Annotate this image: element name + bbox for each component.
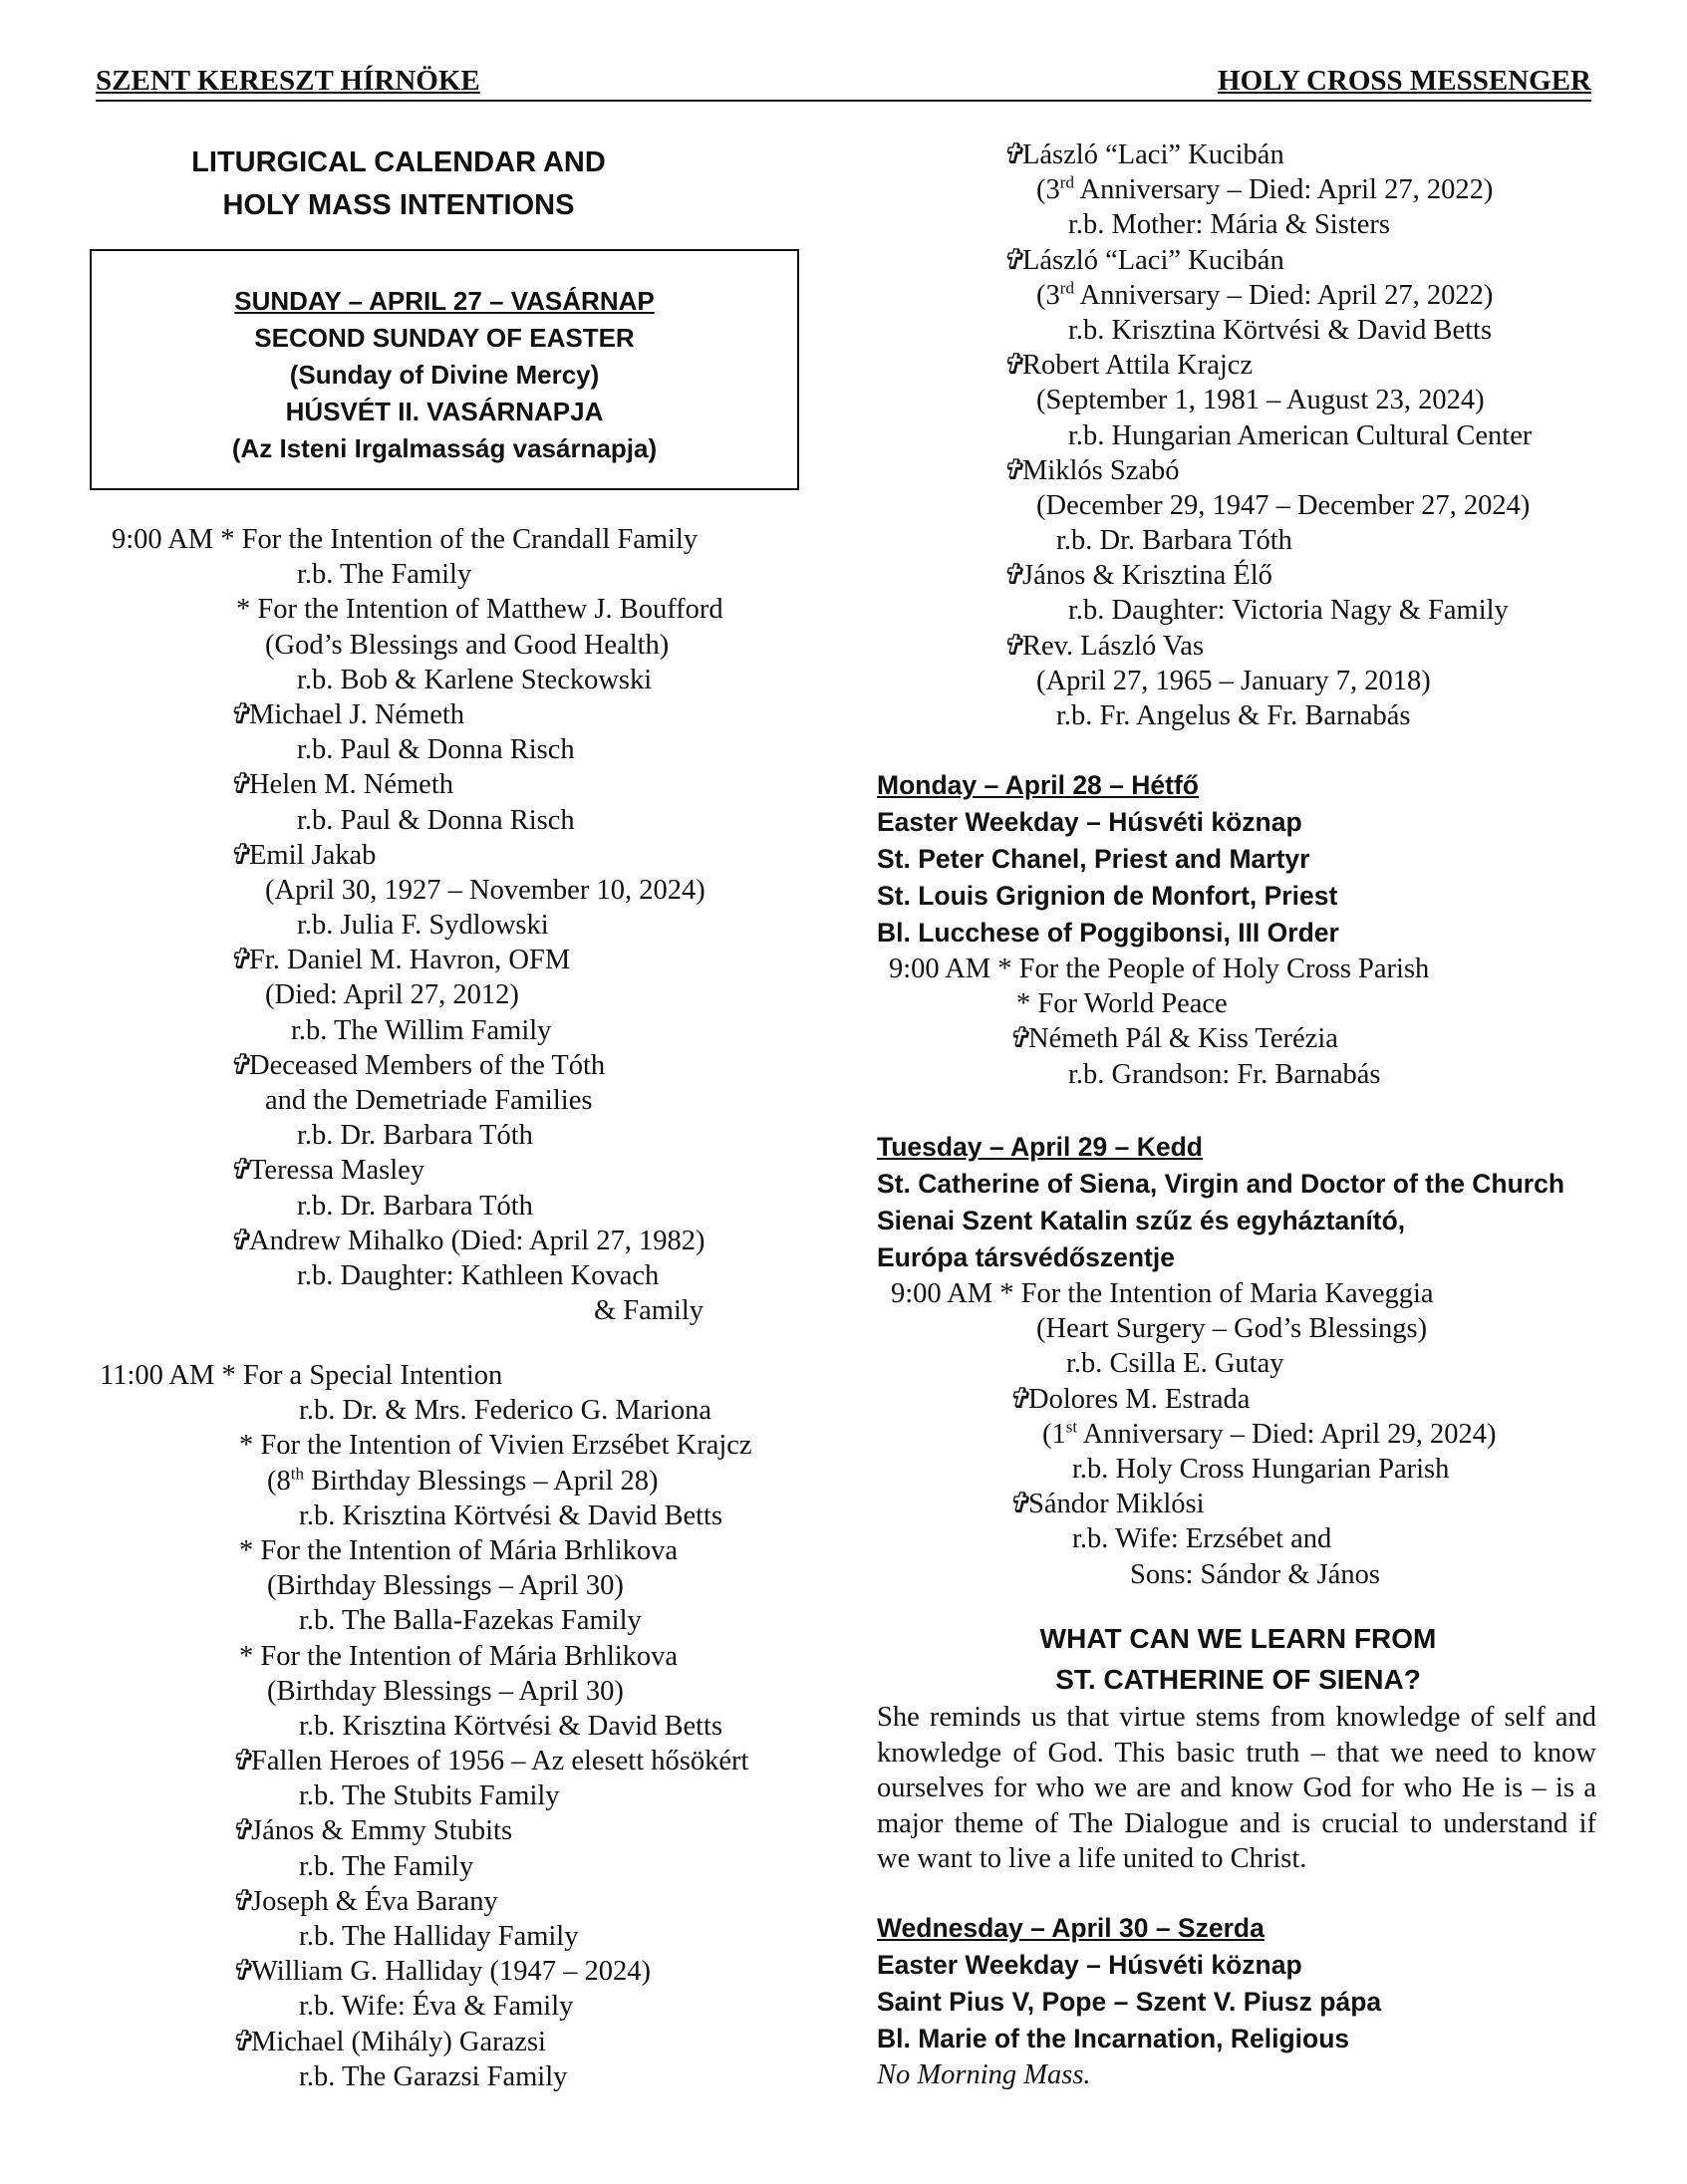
intention-line: and the Demetriade Families bbox=[265, 1085, 593, 1116]
intention-line: r.b. Krisztina Körtvési & David Betts bbox=[1068, 314, 1493, 346]
intention-line: 11:00 AM * For a Special Intention bbox=[100, 1360, 503, 1391]
intention-line: r.b. Csilla E. Gutay bbox=[1066, 1348, 1284, 1380]
page-title bbox=[90, 141, 707, 227]
intention-line: * For the Intention of Vivien Erzsébet Krajcz bbox=[239, 1430, 752, 1462]
intention-line: r.b. The Halliday Family bbox=[299, 1921, 579, 1952]
feast-line: St. Louis Grignion de Monfort, Priest bbox=[877, 881, 1338, 911]
intention-line: János & Emmy Stubits bbox=[251, 1815, 513, 1847]
intention-line: (December 29, 1947 – December 27, 2024) bbox=[1036, 489, 1531, 521]
intention-line: 9:00 AM * For the People of Holy Cross Parish bbox=[889, 954, 1430, 984]
intention-line: William G. Halliday (1947 – 2024) bbox=[251, 1956, 651, 1988]
intention-line: r.b. Hungarian American Cultural Center bbox=[1068, 419, 1533, 451]
ordinal-suffix: rd bbox=[1059, 278, 1074, 298]
intention-line: r.b. The Balla-Fazekas Family bbox=[299, 1605, 642, 1637]
intention-line: r.b. Paul & Donna Risch bbox=[297, 734, 575, 766]
intention-line: (April 30, 1927 – November 10, 2024) bbox=[265, 874, 705, 906]
intention-line: * For the Intention of Matthew J. Boufford bbox=[236, 594, 723, 626]
cross-icon: ✞ bbox=[227, 839, 251, 871]
sunday-continued-intentions bbox=[877, 137, 1594, 733]
intention-line: (Birthday Blessings – April 30) bbox=[267, 1675, 624, 1707]
cross-icon: ✞ bbox=[227, 945, 251, 976]
intention-line: Anniversary – Died: April 29, 2024) bbox=[1077, 1418, 1497, 1450]
cross-icon: ✞ bbox=[1000, 630, 1024, 662]
cross-icon: ✞ bbox=[229, 1885, 253, 1917]
feast-line: St. Peter Chanel, Priest and Martyr bbox=[877, 844, 1310, 874]
intention-line: 9:00 AM * For the Intention of Maria Kaveggia bbox=[891, 1278, 1434, 1309]
ordinal-suffix: st bbox=[1065, 1417, 1078, 1437]
feast-line: Bl. Marie of the Incarnation, Religious bbox=[877, 2024, 1350, 2053]
intention-line: (God’s Blessings and Good Health) bbox=[265, 629, 670, 661]
title-line-1: LITURGICAL CALENDAR AND bbox=[191, 146, 606, 178]
sunday-line-1: SECOND SUNDAY OF EASTER bbox=[254, 323, 635, 353]
intention-line: Sons: Sándor & János bbox=[1130, 1558, 1380, 1590]
feast-line: Easter Weekday – Húsvéti köznap bbox=[877, 807, 1302, 837]
intention-line: * For the Intention of Mária Brhlikova bbox=[239, 1640, 679, 1672]
ordinal-suffix: th bbox=[290, 1464, 305, 1484]
intention-line: Fallen Heroes of 1956 – Az elesett hősökért bbox=[251, 1746, 749, 1777]
wednesday-section bbox=[877, 1910, 1594, 2092]
cross-icon: ✞ bbox=[229, 1956, 253, 1988]
monday-section bbox=[877, 767, 1594, 1092]
tuesday-section bbox=[877, 1129, 1614, 1592]
cross-icon: ✞ bbox=[229, 1746, 253, 1777]
wednesday-heading: Wednesday – April 30 – Szerda bbox=[877, 1913, 1265, 1943]
intention-line: Teressa Masley bbox=[249, 1155, 425, 1187]
cross-icon: ✞ bbox=[227, 698, 251, 730]
intention-line: (Heart Surgery – God’s Blessings) bbox=[1036, 1313, 1428, 1345]
reflection-heading bbox=[877, 1618, 1599, 1700]
feast-line: Sienai Szent Katalin szűz és egyháztanító, bbox=[877, 1206, 1406, 1235]
intention-line: Rev. László Vas bbox=[1022, 630, 1205, 662]
intention-line: r.b. The Family bbox=[299, 1850, 474, 1882]
header-right-title: HOLY CROSS MESSENGER bbox=[1218, 65, 1591, 97]
intention-line: r.b. Daughter: Victoria Nagy & Family bbox=[1068, 595, 1509, 627]
cross-icon: ✞ bbox=[1000, 454, 1024, 486]
title-line-2: HOLY MASS INTENTIONS bbox=[222, 189, 575, 221]
reflection-heading-line-2: ST. CATHERINE OF SIENA? bbox=[1055, 1664, 1421, 1695]
intention-line: r.b. Julia F. Sydlowski bbox=[297, 910, 549, 942]
intention-line: * For World Peace bbox=[1016, 988, 1228, 1020]
feast-line: St. Catherine of Siena, Virgin and Doctor of the Church bbox=[877, 1169, 1565, 1199]
intention-line: Michael (Mihály) Garazsi bbox=[251, 2026, 546, 2057]
intention-line: Deceased Members of the Tóth bbox=[249, 1049, 606, 1081]
reflection-heading-line-1: WHAT CAN WE LEARN FROM bbox=[1039, 1623, 1437, 1654]
no-mass-note: No Morning Mass. bbox=[877, 2059, 1091, 2090]
monday-heading: Monday – April 28 – Hétfő bbox=[877, 770, 1199, 800]
intention-line: r.b. Holy Cross Hungarian Parish bbox=[1072, 1453, 1450, 1485]
intention-line: (Birthday Blessings – April 30) bbox=[267, 1570, 624, 1602]
intention-line: Dolores M. Estrada bbox=[1028, 1383, 1251, 1415]
intention-line: Fr. Daniel M. Havron, OFM bbox=[249, 945, 571, 976]
sunday-line-3: HÚSVÉT II. VASÁRNAPJA bbox=[285, 397, 604, 426]
cross-icon: ✞ bbox=[229, 1815, 253, 1847]
intention-line: (1 bbox=[1042, 1418, 1066, 1450]
cross-icon: ✞ bbox=[227, 1225, 251, 1256]
intention-line: r.b. Krisztina Körtvési & David Betts bbox=[299, 1710, 723, 1742]
page-header bbox=[96, 64, 1591, 102]
cross-icon: ✞ bbox=[227, 1049, 251, 1081]
intention-line: r.b. Dr. Barbara Tóth bbox=[297, 1190, 533, 1222]
feast-line: Európa társvédőszentje bbox=[877, 1242, 1175, 1272]
intention-line: (April 27, 1965 – January 7, 2018) bbox=[1036, 665, 1431, 696]
sunday-line-4: (Az Isteni Irgalmasság vasárnapja) bbox=[231, 433, 658, 463]
feast-line: Saint Pius V, Pope – Szent V. Piusz pápa bbox=[877, 1987, 1382, 2017]
intention-line: r.b. Wife: Erzsébet and bbox=[1072, 1523, 1332, 1555]
intention-line: & Family bbox=[594, 1295, 704, 1327]
intention-line: r.b. Grandson: Fr. Barnabás bbox=[1068, 1058, 1381, 1090]
sunday-date: SUNDAY – APRIL 27 – VASÁRNAP bbox=[234, 286, 655, 316]
header-left-title: SZENT KERESZT HÍRNÖKE bbox=[96, 65, 480, 97]
intention-line: r.b. Dr. Barbara Tóth bbox=[1056, 525, 1292, 557]
intention-line: r.b. Krisztina Körtvési & David Betts bbox=[299, 1500, 723, 1531]
cross-icon: ✞ bbox=[1006, 1023, 1030, 1055]
cross-icon: ✞ bbox=[1006, 1383, 1030, 1415]
intention-line: r.b. Bob & Karlene Steckowski bbox=[297, 664, 653, 695]
intention-line: r.b. Dr. Barbara Tóth bbox=[297, 1120, 533, 1152]
intention-line: (3 bbox=[1036, 174, 1060, 206]
intention-line: Joseph & Éva Barany bbox=[251, 1885, 498, 1917]
intention-line: Sándor Miklósi bbox=[1028, 1489, 1205, 1520]
feast-line: Bl. Lucchese of Poggibonsi, III Order bbox=[877, 918, 1339, 948]
intention-line: r.b. Wife: Éva & Family bbox=[299, 1991, 574, 2023]
intention-line: Emil Jakab bbox=[249, 839, 377, 871]
cross-icon: ✞ bbox=[1000, 350, 1024, 382]
intention-line: Birthday Blessings – April 28) bbox=[304, 1465, 659, 1497]
intention-line: Robert Attila Krajcz bbox=[1022, 350, 1254, 382]
intention-line: László “Laci” Kucibán bbox=[1022, 244, 1284, 276]
sunday-9am-intentions bbox=[112, 522, 829, 1328]
cross-icon: ✞ bbox=[227, 1155, 251, 1187]
intention-line: r.b. The Stubits Family bbox=[299, 1780, 560, 1812]
cross-icon: ✞ bbox=[229, 2026, 253, 2057]
intention-line: László “Laci” Kucibán bbox=[1022, 139, 1284, 170]
cross-icon: ✞ bbox=[227, 769, 251, 801]
intention-line: (3 bbox=[1036, 279, 1060, 311]
intention-line: r.b. Mother: Mária & Sisters bbox=[1068, 209, 1390, 241]
sunday-line-2: (Sunday of Divine Mercy) bbox=[289, 360, 600, 390]
intention-line: Németh Pál & Kiss Terézia bbox=[1028, 1023, 1338, 1055]
cross-icon: ✞ bbox=[1000, 560, 1024, 592]
intention-line: (Died: April 27, 2012) bbox=[265, 979, 519, 1011]
intention-line: r.b. Daughter: Kathleen Kovach bbox=[297, 1259, 660, 1291]
intention-line: r.b. The Family bbox=[297, 559, 472, 591]
sunday-11am-intentions bbox=[100, 1358, 827, 2094]
intention-line: János & Krisztina Élő bbox=[1022, 560, 1272, 592]
intention-line: r.b. The Willim Family bbox=[291, 1014, 552, 1046]
intention-line: Michael J. Németh bbox=[249, 698, 465, 730]
feast-line: Easter Weekday – Húsvéti köznap bbox=[877, 1950, 1302, 1980]
intention-line: r.b. Dr. & Mrs. Federico G. Mariona bbox=[299, 1395, 711, 1427]
intention-line: * For the Intention of Mária Brhlikova bbox=[239, 1534, 679, 1566]
tuesday-heading: Tuesday – April 29 – Kedd bbox=[877, 1132, 1203, 1162]
intention-line: (8 bbox=[267, 1465, 291, 1497]
intention-line: Andrew Mihalko (Died: April 27, 1982) bbox=[249, 1225, 705, 1256]
intention-line: Anniversary – Died: April 27, 2022) bbox=[1074, 279, 1494, 311]
intention-line: r.b. The Garazsi Family bbox=[299, 2060, 568, 2092]
sunday-box bbox=[90, 249, 799, 490]
intention-line: Anniversary – Died: April 27, 2022) bbox=[1074, 174, 1494, 206]
intention-line: Miklós Szabó bbox=[1022, 454, 1180, 486]
intention-line: (September 1, 1981 – August 23, 2024) bbox=[1036, 385, 1485, 416]
cross-icon: ✞ bbox=[1006, 1489, 1030, 1520]
intention-line: r.b. Paul & Donna Risch bbox=[297, 804, 575, 836]
intention-line: Helen M. Németh bbox=[249, 769, 453, 801]
intention-line: r.b. Fr. Angelus & Fr. Barnabás bbox=[1056, 700, 1411, 731]
intention-line: 9:00 AM * For the Intention of the Crandall Family bbox=[112, 524, 699, 555]
cross-icon: ✞ bbox=[1000, 139, 1024, 170]
cross-icon: ✞ bbox=[1000, 244, 1024, 276]
ordinal-suffix: rd bbox=[1059, 172, 1074, 192]
reflection-text: She reminds us that virtue stems from knowledge of self and knowledge of God. This basic truth – that we need to know ourselves for who we are and know God for who He is – is a major theme of The Dialogue and is crucial to understand if we want to live a life united to Christ. bbox=[877, 1702, 1596, 1874]
